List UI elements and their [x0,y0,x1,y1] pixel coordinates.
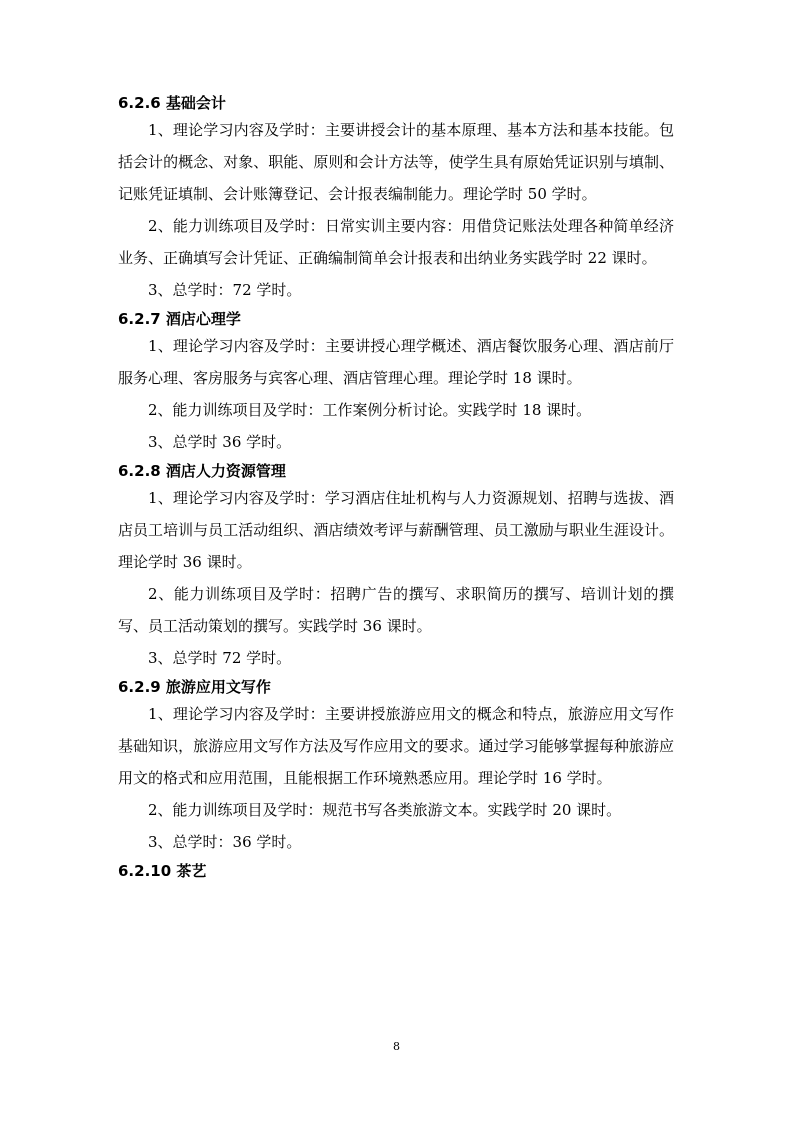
section-hotel-psychology [118,308,674,458]
paragraph-theory: 1、理论学习内容及学时：主要讲授心理学概述、酒店餐饮服务心理、酒店前厅服务心理、客房服务与宾客心理、酒店管理心理。理论学时 18 课时。 [118,337,674,387]
section-basic-accounting [118,92,674,306]
section-heading: 6.2.10 茶艺 [118,862,207,880]
section-tourism-writing [118,676,674,858]
paragraph-theory: 1、理论学习内容及学时：主要讲授旅游应用文的概念和特点，旅游应用文写作基础知识，旅游应用文写作方法及写作应用文的要求。通过学习能够掌握每种旅游应用文的格式和应用范围，且能根据工作环境熟悉应用。理论学时 16 学时。 [118,705,674,787]
paragraph-total: 3、总学时：72 学时。 [148,281,302,299]
paragraph-practice: 2、能力训练项目及学时：工作案例分析讨论。实践学时 18 课时。 [148,401,592,419]
section-heading: 6.2.9 旅游应用文写作 [118,678,271,696]
paragraph-theory: 1、理论学习内容及学时：学习酒店住址机构与人力资源规划、招聘与选拔、酒店员工培训与员工活动组织、酒店绩效考评与薪酬管理、员工激励与职业生涯设计。理论学时 36 课时。 [118,489,674,571]
section-hotel-hr-management [118,460,674,674]
paragraph-practice: 2、能力训练项目及学时：规范书写各类旅游文本。实践学时 20 课时。 [148,801,622,819]
section-tea-art [118,860,674,882]
paragraph-total: 3、总学时 72 学时。 [148,649,292,667]
section-heading: 6.2.7 酒店心理学 [118,310,241,328]
section-heading: 6.2.6 基础会计 [118,94,226,112]
page-content [118,92,674,882]
paragraph-theory: 1、理论学习内容及学时：主要讲授会计的基本原理、基本方法和基本技能。包括会计的概念、对象、职能、原则和会计方法等，使学生具有原始凭证识别与填制、记账凭证填制、会计账簿登记、会计报表编制能力。理论学时 50 学时。 [118,121,674,203]
section-heading: 6.2.8 酒店人力资源管理 [118,462,286,480]
paragraph-total: 3、总学时：36 学时。 [148,833,302,851]
paragraph-total: 3、总学时 36 学时。 [148,433,292,451]
page-number: 8 [393,1040,400,1053]
paragraph-practice: 2、能力训练项目及学时：日常实训主要内容：用借贷记账法处理各种简单经济业务、正确填写会计凭证、正确编制简单会计报表和出纳业务实践学时 22 课时。 [118,217,674,267]
paragraph-practice: 2、能力训练项目及学时：招聘广告的撰写、求职简历的撰写、培训计划的撰写、员工活动策划的撰写。实践学时 36 课时。 [118,585,674,635]
